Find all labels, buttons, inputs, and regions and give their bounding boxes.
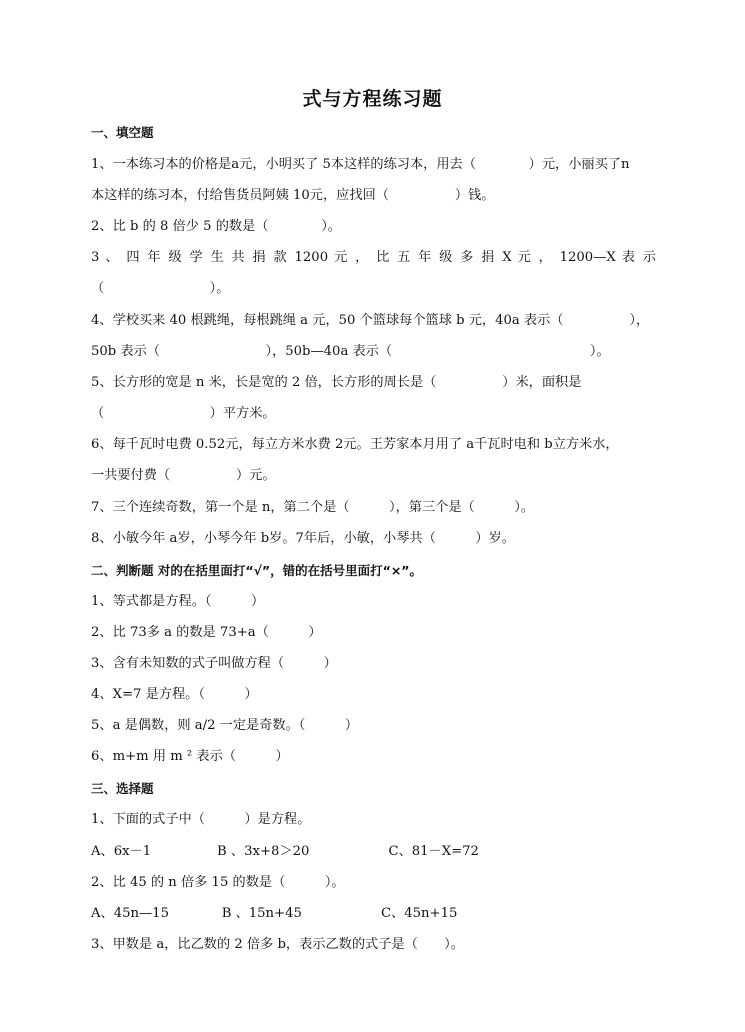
choice-3: 3、甲数是 a，比乙数的 2 倍多 b，表示乙数的式子是（ ）。 <box>91 937 464 952</box>
question-7: 7、三个连续奇数，第一个是 n，第二个是（ ），第三个是（ ）。 <box>91 500 535 515</box>
judge-6: 6、m+m 用 m ² 表示（ ） <box>91 749 289 764</box>
question-1-line-1: 1、一本练习本的价格是a元，小明买了 5本这样的练习本，用去（ ）元，小丽买了n <box>91 157 630 172</box>
choice-1-options: A、6x－1 B 、3x+8＞20 C、81－X=72 <box>91 844 479 859</box>
question-3-line-2: （ ）。 <box>91 281 230 296</box>
question-5-line-2: （ ）平方米。 <box>91 406 276 421</box>
question-8: 8、小敏今年 a岁，小琴今年 b岁。7年后，小敏，小琴共（ ）岁。 <box>91 531 515 546</box>
question-4-line-2: 50b 表示（ ），50b—40a 表示（ ）。 <box>91 344 610 359</box>
question-6-line-1: 6、每千瓦时电费 0.52元，每立方米水费 2元。王芳家本月用了 a千瓦时电和 b立方米水， <box>91 437 619 452</box>
question-5-line-1: 5、长方形的宽是 n 米，长是宽的 2 倍，长方形的周长是（ ）米，面积是 <box>91 375 582 390</box>
judge-1: 1、等式都是方程。（ ） <box>91 594 265 609</box>
section-heading-fill-in: 一、填空题 <box>91 125 154 140</box>
choice-2-options: A、45n—15 B 、15n+45 C、45n+15 <box>91 906 458 921</box>
question-4-line-1: 4、学校买来 40 根跳绳，每根跳绳 a 元，50 个篮球每个篮球 b 元，40a 表示（ ）， <box>91 313 650 328</box>
section-heading-true-false: 二、判断题 对的在括里面打“√”，错的在括号里面打“×”。 <box>91 563 423 578</box>
page-title: 式与方程练习题 <box>302 88 443 110</box>
question-2: 2、比 b 的 8 倍少 5 的数是（ ）。 <box>91 219 341 234</box>
question-1-line-2: 本这样的练习本，付给售货员阿姨 10元，应找回（ ）钱。 <box>91 188 495 203</box>
question-6-line-2: 一共要付费（ ）元。 <box>91 468 276 483</box>
judge-4: 4、X=7 是方程。（ ） <box>91 687 258 702</box>
choice-2: 2、比 45 的 n 倍多 15 的数是（ ）。 <box>91 875 345 890</box>
section-heading-multiple-choice: 三、选择题 <box>91 781 154 796</box>
judge-2: 2、比 73多 a 的数是 73+a（ ） <box>91 625 322 640</box>
question-3-line-1: 3 、 四 年 级 学 生 共 捐 款 1200 元 ， 比 五 年 级 多 捐 X 元 ， 1200—X 表 示 <box>91 250 656 265</box>
choice-1: 1、下面的式子中（ ）是方程。 <box>91 812 311 827</box>
judge-5: 5、a 是偶数，则 a/2 一定是奇数。（ ） <box>91 718 359 733</box>
judge-3: 3、含有未知数的式子叫做方程（ ） <box>91 656 337 671</box>
